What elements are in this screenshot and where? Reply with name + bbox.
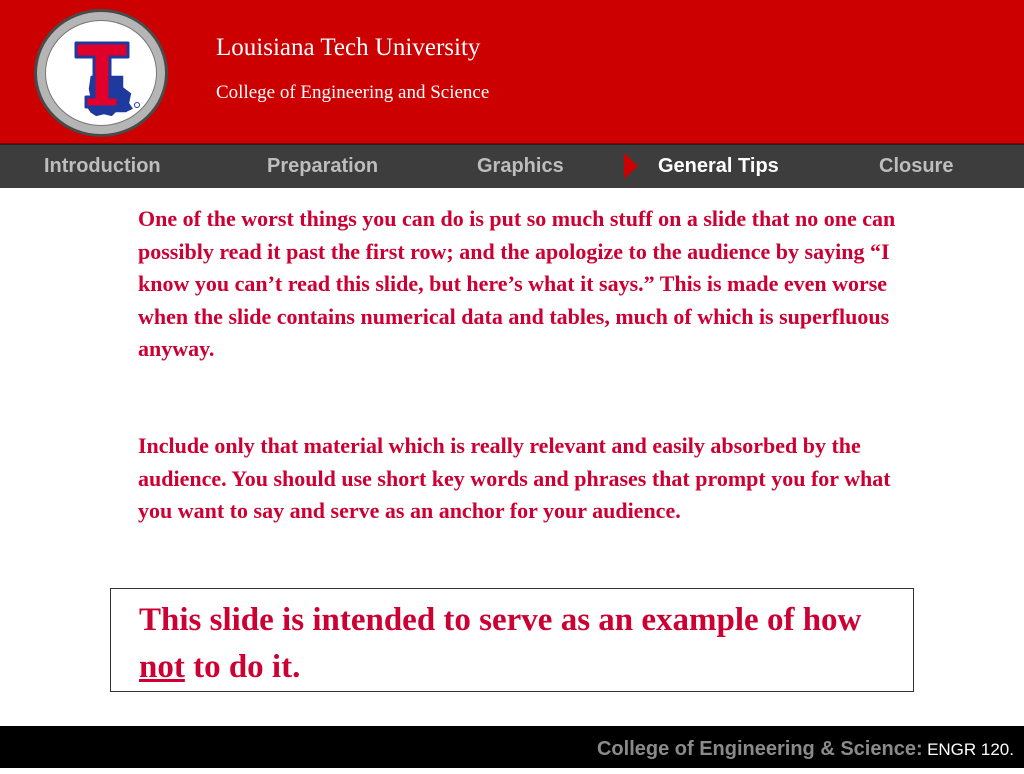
logo-badge — [34, 9, 168, 137]
nav-item-preparation[interactable]: Preparation — [267, 155, 379, 177]
footer-college: College of Engineering & Science: — [596, 738, 923, 760]
header-banner — [0, 0, 1024, 144]
triangle-right-icon — [624, 153, 638, 179]
example-callout-text — [139, 597, 909, 691]
nav-item-closure[interactable]: Closure — [879, 155, 954, 177]
example-callout-box — [110, 588, 914, 692]
example-text-emphasis: not — [139, 649, 185, 685]
example-text-before: This slide is intended to serve as an example of how — [139, 602, 862, 638]
nav-item-graphics[interactable]: Graphics — [477, 155, 564, 177]
footer-course: ENGR 120. — [927, 740, 1014, 759]
footer-label — [597, 726, 1014, 768]
nav-item-introduction[interactable]: Introduction — [44, 155, 161, 177]
footer-bar — [0, 726, 1024, 768]
example-text-after: to do it. — [184, 649, 301, 685]
university-title: Louisiana Tech University — [216, 34, 481, 61]
college-subtitle: College of Engineering and Science — [216, 82, 490, 103]
section-nav — [0, 144, 1024, 188]
body-paragraph-1: One of the worst things you can do is put so much stuff on a slide that no one can possibly read it past the first row; and the apologize to the audience by saying “I know you can’t read this slide, but here’s what it says.” This is made even worse when the slide contains numerical data and tables, much of which is superfluous anyway. — [138, 206, 896, 361]
louisiana-tech-logo-icon — [45, 20, 157, 126]
nav-item-general-tips[interactable]: General Tips — [658, 155, 779, 177]
body-paragraph-2: Include only that material which is really relevant and easily absorbed by the audience. You should use short key words and phrases that prompt you for what you want to say and serve as an anchor for your audience. — [138, 433, 891, 523]
